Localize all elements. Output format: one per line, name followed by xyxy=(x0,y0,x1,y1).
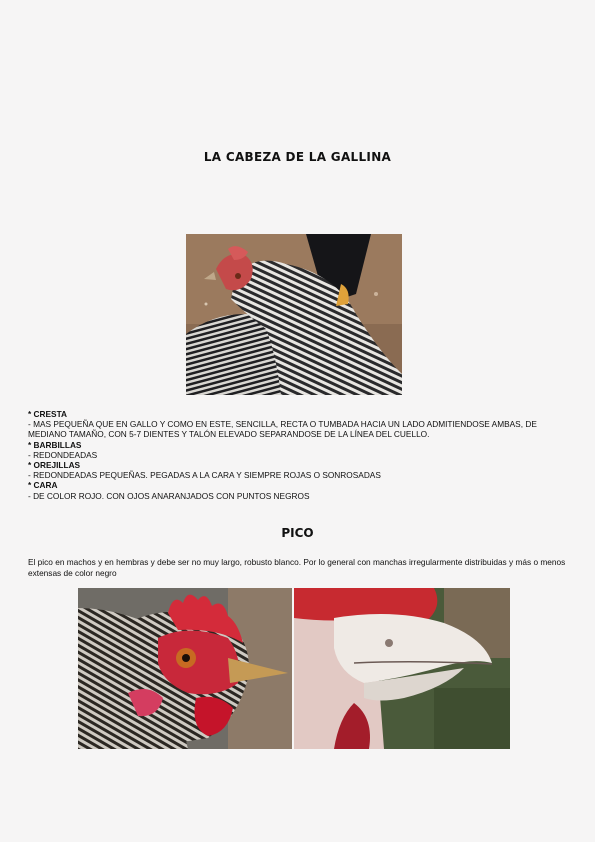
hen-face-photo xyxy=(78,588,292,749)
page-title: LA CABEZA DE LA GALLINA xyxy=(203,150,392,164)
trait-barbillas xyxy=(28,440,568,460)
pico-description: El pico en machos y en hembras y debe ser no muy largo, robusto blanco. Por lo general con manchas irregularmente distribuidas y más o menos extensas de color negro xyxy=(28,557,566,578)
traits-list xyxy=(28,409,568,501)
trait-text: - REDONDEADAS xyxy=(28,449,98,460)
trait-text: - REDONDEADAS PEQUEÑAS. PEGADAS A LA CARA Y SIEMPRE ROJAS O SONROSADAS xyxy=(28,470,381,481)
trait-cresta xyxy=(28,409,568,440)
trait-text: - DE COLOR ROJO. CON OJOS ANARANJADOS CON PUNTOS NEGROS xyxy=(28,490,310,501)
trait-heading: * OREJILLAS xyxy=(28,460,81,471)
beak-closeup-photo xyxy=(294,588,510,749)
trait-heading: * CRESTA xyxy=(28,409,68,419)
section-title-pico: PICO xyxy=(281,526,314,540)
hen-head-photo xyxy=(186,234,402,395)
trait-orejillas xyxy=(28,460,568,480)
trait-heading: * CARA xyxy=(28,480,58,491)
trait-cara xyxy=(28,480,568,500)
trait-text: - MAS PEQUEÑA QUE EN GALLO Y COMO EN ESTE, SENCILLA, RECTA O TUMBADA HACIA UN LADO ADMITIENDOSE AMBAS, DE MEDIANO TAMAÑO, CON 5-7 DIENTES Y TALÓN ELEVADO SEPARANDOSE DE LA LÍNEA DEL CUELLO. xyxy=(28,419,537,440)
trait-heading: * BARBILLAS xyxy=(28,439,82,450)
